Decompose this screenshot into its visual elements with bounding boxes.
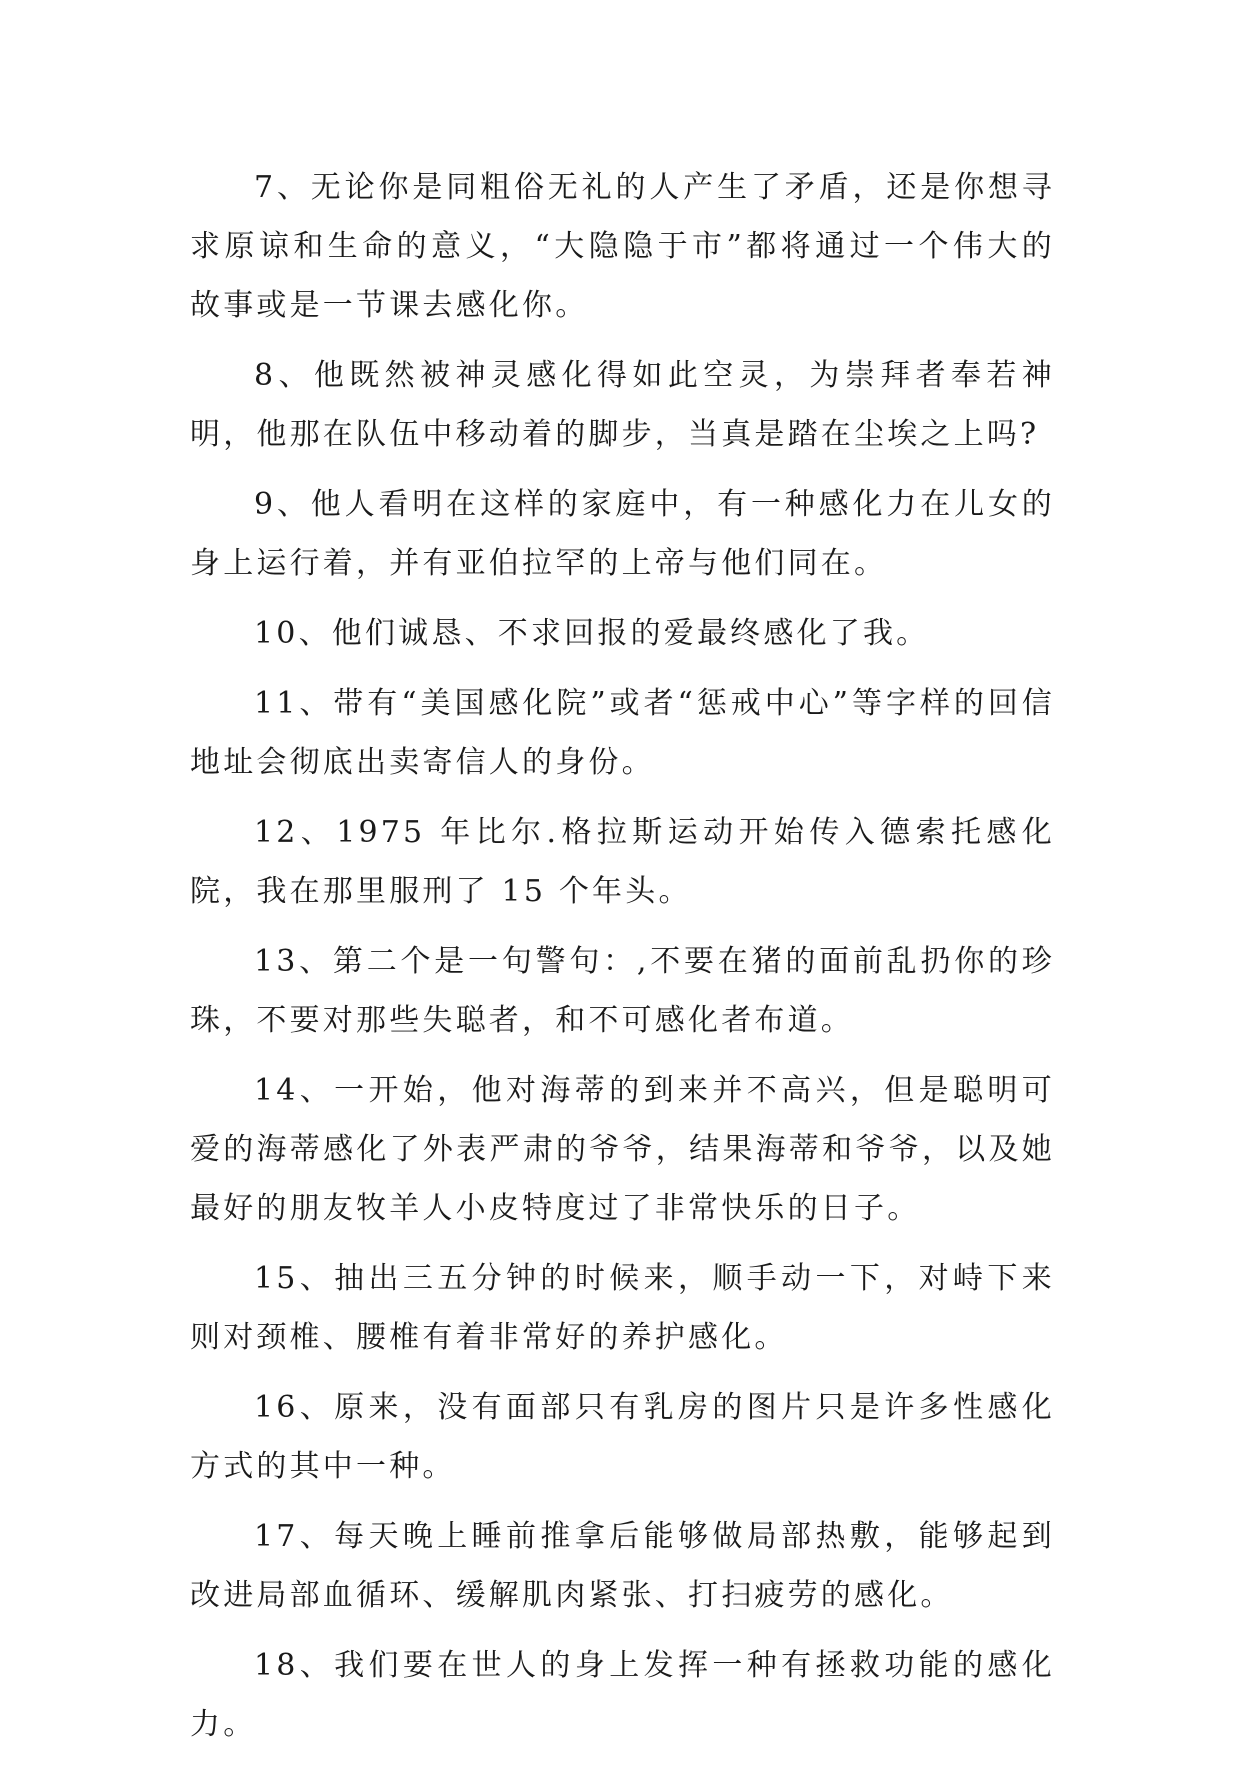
paragraph-18: 18、我们要在世人的身上发挥一种有拯救功能的感化力。 (190, 1648, 1055, 1742)
paragraph-7: 7、无论你是同粗俗无礼的人产生了矛盾，还是你想寻求原谅和生命的意义，“大隐隐于市”都将通过一个伟大的故事或是一节课去感化你。 (190, 170, 1055, 323)
paragraph-17: 17、每天晚上睡前推拿后能够做局部热敷，能够起到改进局部血循环、缓解肌肉紧张、打扫疲劳的感化。 (190, 1519, 1055, 1613)
paragraph-9: 9、他人看明在这样的家庭中，有一种感化力在儿女的身上运行着，并有亚伯拉罕的上帝与他们同在。 (190, 487, 1055, 581)
paragraph-8: 8、他既然被神灵感化得如此空灵，为崇拜者奉若神明，他那在队伍中移动着的脚步，当真是踏在尘埃之上吗? (190, 358, 1055, 452)
paragraph-14: 14、一开始，他对海蒂的到来并不高兴，但是聪明可爱的海蒂感化了外表严肃的爷爷，结果海蒂和爷爷，以及她最好的朋友牧羊人小皮特度过了非常快乐的日子。 (190, 1073, 1055, 1226)
paragraph-13: 13、第二个是一句警句：,不要在猪的面前乱扔你的珍珠，不要对那些失聪者，和不可感化者布道。 (190, 944, 1055, 1038)
paragraph-10: 10、他们诚恳、不求回报的爱最终感化了我。 (254, 616, 930, 651)
paragraph-15: 15、抽出三五分钟的时候来，顺手动一下，对峙下来则对颈椎、腰椎有着非常好的养护感化。 (190, 1261, 1055, 1355)
document-body (190, 158, 1055, 1765)
paragraph-12: 12、1975 年比尔.格拉斯运动开始传入德索托感化院，我在那里服刑了 15 个年头。 (190, 815, 1055, 909)
paragraph-11: 11、带有“美国感化院”或者“惩戒中心”等字样的回信地址会彻底出卖寄信人的身份。 (190, 686, 1055, 780)
paragraph-16: 16、原来，没有面部只有乳房的图片只是许多性感化方式的其中一种。 (190, 1390, 1055, 1484)
